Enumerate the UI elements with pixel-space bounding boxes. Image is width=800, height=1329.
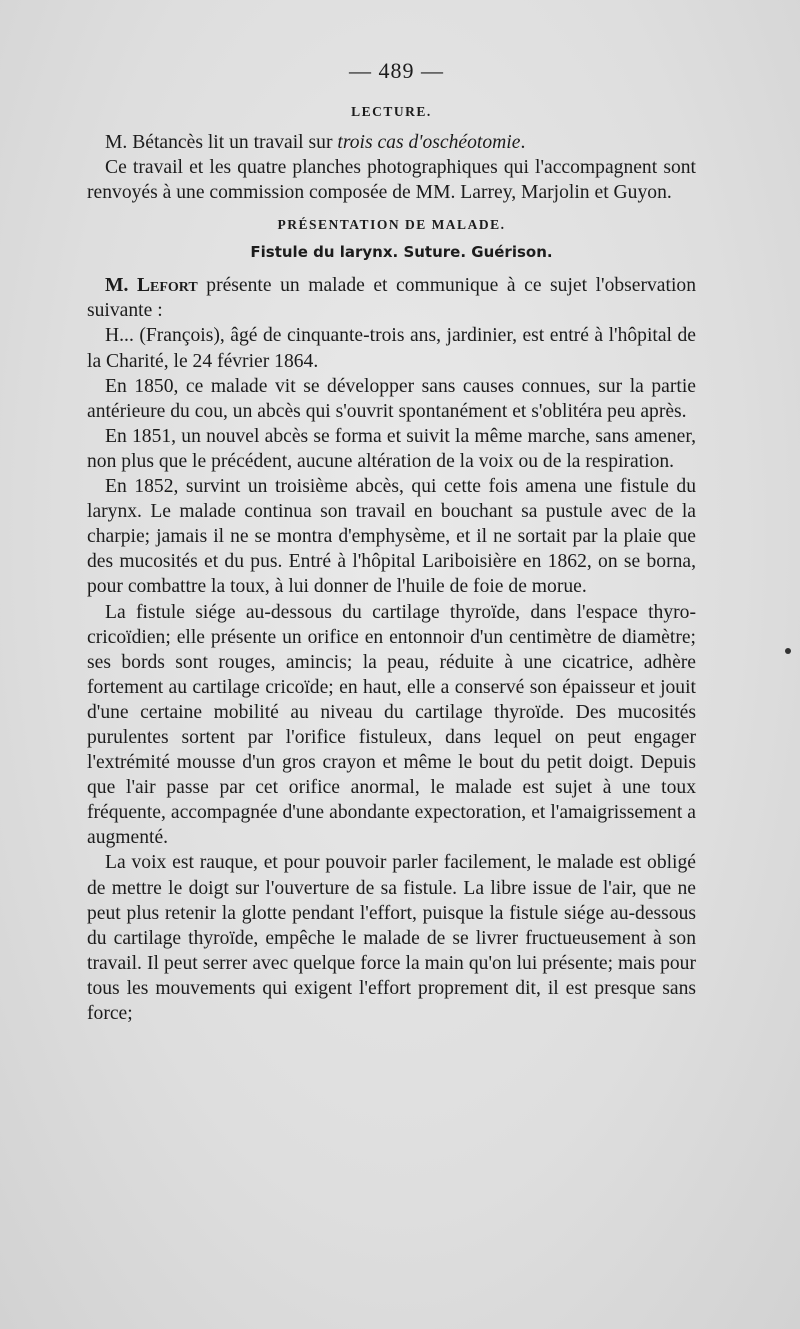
observation-paragraph: En 1852, survint un troisième abcès, qui cette fois amena une fistule du larynx. Le malade continua son travail en bouchant sa pustule avec de la charpie; jamais il ne se montra d'emphysème, et il ne sortait par la plaie que des mucosités et du pus. Entré à l'hôpital Lariboisière en 1862, on se borna, pour combattre la toux, à lui donner de l'huile de foie de morue.: [87, 476, 696, 598]
page-number: — 489 —: [349, 58, 444, 83]
presentation-intro: [87, 273, 696, 323]
ink-spot: [785, 648, 791, 654]
observation-paragraph: H... (François), âgé de cinquante-trois ans, jardinier, est entré à l'hôpital de la Charité, le 24 février 1864.: [87, 325, 696, 372]
observation-paragraph: En 1851, un nouvel abcès se forma et suivit la même marche, sans amener, non plus que le précédent, aucune altération de la voix ou de la respiration.: [87, 425, 696, 472]
observation-paragraph: La voix est rauque, et pour pouvoir parler facilement, le malade est obligé de mettre le doigt sur l'ouverture de sa fistule. La libre issue de l'air, que ne peut plus retenir la glotte pendant l'effort, puisque la fistule siége au-dessous du cartilage thyroïde, empêche le malade de se livrer fructueusement à son travail. Il peut serrer avec quelque force la main qu'on lui présente; mais pour tous les mouvements qui exigent l'effort proprement dit, il est presque sans force;: [87, 852, 696, 1024]
author-name: Lefort: [136, 275, 198, 297]
lecture-paragraph-1: [87, 130, 696, 155]
author-name: M. Bétancès: [105, 132, 203, 153]
lecture-text: lit un travail sur: [202, 132, 338, 153]
observation-paragraph: En 1850, ce malade vit se développer sans causes connues, sur la partie antérieure du cou, un abcès qui s'ouvrit spontanément et s'oblitéra peu après.: [87, 375, 696, 422]
lecture-paragraph-2: Ce travail et les quatre planches photographiques qui l'accompagnent sont renvoyés à une commission composée de MM. Larrey, Marjolin et Guyon.: [87, 157, 696, 204]
subsection-heading: Fistule du larynx. Suture. Guérison.: [250, 243, 553, 262]
intro-text: présente un malade et communique à ce sujet l'observation suivante :: [87, 275, 696, 322]
work-title: trois cas d'oschéotomie: [337, 132, 521, 153]
lecture-end: .: [520, 132, 526, 153]
intro-prefix: M.: [105, 275, 137, 297]
section-heading-lecture: LECTURE.: [351, 104, 432, 119]
section-heading-presentation: PRÉSENTATION DE MALADE.: [277, 217, 506, 233]
observation-paragraph: La fistule siége au-dessous du cartilage thyroïde, dans l'espace thyro-cricoïdien; elle présente un orifice en entonnoir d'un centimètre de diamètre; ses bords sont rouges, amincis; la peau, réduite à une cicatrice, adhère fortement au cartilage cricoïde; en haut, elle a conservé son épaisseur et jouit d'une certaine mobilité au niveau du cartilage thyroïde. Des mucosités purulentes sortent par l'orifice fistuleux, dans lequel on peut engager l'extrémité mousse d'un gros crayon et même le bout du petit doigt. Depuis que l'air passe par cet orifice anormal, le malade est sujet à une toux fréquente, accompagnée d'une abondante expectoration, et l'amaigrissement a augmenté.: [87, 601, 696, 849]
